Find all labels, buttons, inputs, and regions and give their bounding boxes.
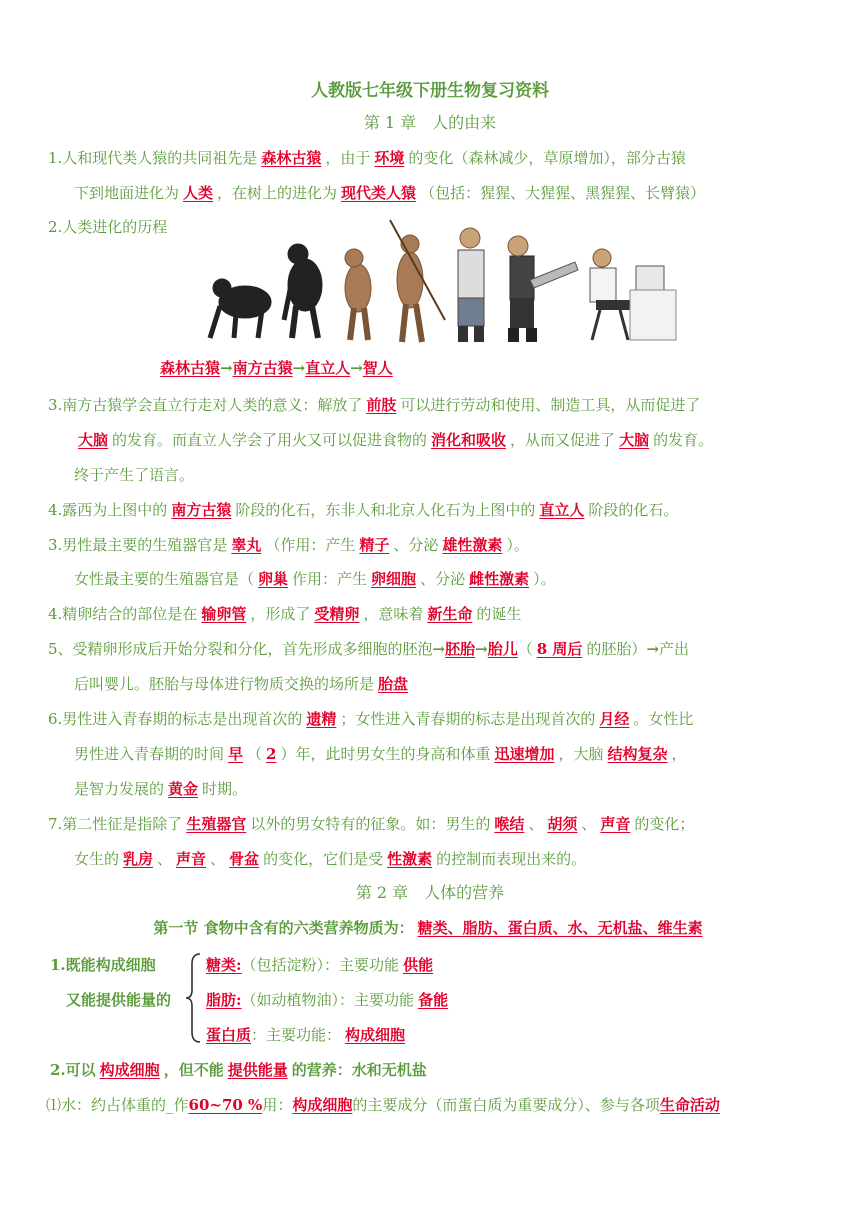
n1-right-3: 蛋白质：主要功能： 构成细胞	[206, 1024, 409, 1046]
n1-right-2: 脂肪:（如动植物油）：主要功能 备能	[206, 989, 452, 1011]
n2-line: 2.可以 构成细胞 ，但不能 提供能量 的营养：水和无机盐	[50, 1061, 427, 1079]
n1-right-1: 糖类:（包括淀粉）：主要功能 供能	[206, 954, 437, 976]
answer: 2	[266, 745, 277, 763]
answer: 环境	[374, 149, 405, 167]
chapter-2-heading: 第 2 章 人体的营养	[355, 883, 505, 902]
answer: 备能	[418, 991, 449, 1009]
q9-line-2: 女生的 乳房 、 声音 、 骨盆 的变化，它们是受 性激素 的控制而表现出来的。	[74, 850, 587, 868]
answer: 性激素	[387, 850, 433, 868]
answer: 胚胎	[445, 640, 476, 658]
document-title: 人教版七年级下册生物复习资料	[311, 81, 549, 101]
answer: 早	[228, 745, 244, 763]
answer: 人类	[183, 184, 214, 202]
answer: 声音	[176, 850, 207, 868]
q7-line-2: 后叫婴儿。胚胎与母体进行物质交换的场所是 胎盘	[74, 673, 412, 695]
n1-left-1: 1.既能构成细胞	[50, 956, 156, 974]
answer: 骨盆	[229, 850, 260, 868]
answer: 卵巢	[258, 570, 289, 588]
q5-line-2: 女性最主要的生殖器官是（ 卵巢 作用：产生 卵细胞 、分泌 雌性激素 ）。	[74, 570, 556, 588]
answer: 喉结	[494, 815, 525, 833]
answer: 提供能量	[227, 1061, 288, 1079]
answer: 胡须	[547, 815, 578, 833]
answer: 8 周后	[536, 640, 583, 658]
stage-4: 智人	[362, 359, 393, 377]
answer: 声音	[600, 815, 631, 833]
answer: 生殖器官	[186, 815, 247, 833]
q3-line-1: 3.南方古猿学会直立行走对人类的意义：解放了 前肢 可以进行劳动和使用、制造工具，从而促进了	[48, 396, 701, 414]
answer: 现代类人猿	[341, 184, 417, 202]
q8-line-3: 是智力发展的 黄金 时期。	[74, 780, 248, 798]
answer: 生命活动	[659, 1096, 720, 1114]
q1-line-2: 下到地面进化为 人类 ，在树上的进化为 现代类人猿 （包括：猩猩、大猩猩、黑猩猩、长臂猿）	[74, 184, 706, 202]
n3-line: ⑴水：约占体重的_作60~70 %用：构成细胞的主要成分（而蛋白质为重要成分）、参与各项生命活动	[46, 1096, 720, 1114]
answer: 雄性激素	[442, 536, 503, 554]
answer: 构成细胞	[99, 1061, 160, 1079]
q3-line-3: 终于产生了语言。	[74, 466, 195, 484]
q5-line-1: 3.男性最主要的生殖器官是 睾丸 （作用：产生 精子 、分泌 雄性激素 ）。	[48, 536, 529, 554]
answer: 受精卵	[314, 605, 360, 623]
answer: 森林古猿	[261, 149, 322, 167]
answer: 构成细胞	[292, 1096, 353, 1114]
answer: 月经	[599, 710, 630, 728]
q8-line-1: 6.男性进入青春期的标志是出现首次的 遗精 ；女性进入青春期的标志是出现首次的 月经 。女性比	[48, 710, 694, 728]
section-1-heading: 第一节 食物中含有的六类营养物质为： 糖类、脂肪、蛋白质、水、无机盐、维生素	[0, 917, 860, 939]
stage-2: 南方古猿	[232, 359, 293, 377]
evolution-sequence: 森林古猿→南方古猿→直立人→智人	[160, 359, 393, 377]
q6-line: 4.精卵结合的部位是在 输卵管 ，形成了 受精卵 ，意味着 新生命 的诞生	[48, 605, 522, 623]
answer: 前肢	[366, 396, 397, 414]
answer: 南方古猿	[171, 501, 232, 519]
answer: 乳房	[123, 850, 154, 868]
answer: 构成细胞	[345, 1026, 406, 1044]
stage-3: 直立人	[305, 359, 351, 377]
answer: 精子	[359, 536, 390, 554]
q4-line: 4.露西为上图中的 南方古猿 阶段的化石，东非人和北京人化石为上图中的 直立人 阶段的化石。	[48, 501, 679, 519]
answer: 糖类、脂肪、蛋白质、水、无机盐、维生素	[417, 919, 703, 937]
answer: 大脑	[619, 431, 650, 449]
answer: 卵细胞	[371, 570, 417, 588]
answer: 胎儿	[487, 640, 518, 658]
human-evolution-illustration	[200, 210, 680, 350]
q1-line-1: 1.人和现代类人猿的共同祖先是 森林古猿 ，由于 环境 的变化（森林减少，草原增加），部分古猿	[48, 149, 686, 167]
answer: 新生命	[427, 605, 473, 623]
answer: 睾丸	[231, 536, 262, 554]
stage-1: 森林古猿	[160, 359, 221, 377]
answer: 60~70 %	[188, 1096, 263, 1114]
q3-line-2: 大脑 的发育。而直立人学会了用火又可以促进食物的 消化和吸收 ，从而又促进了 大脑 的发育。	[74, 429, 713, 451]
answer: 直立人	[539, 501, 585, 519]
q7-line-1: 5、受精卵形成后开始分裂和分化，首先形成多细胞的胚泡→胚胎→胎儿（ 8 周后 的胚胎）→产出	[48, 640, 690, 658]
answer: 大脑	[78, 431, 109, 449]
answer: 供能	[403, 956, 434, 974]
answer: 消化和吸收	[431, 431, 507, 449]
answer: 迅速增加	[494, 745, 555, 763]
answer: 结构复杂	[607, 745, 668, 763]
answer: 输卵管	[201, 605, 247, 623]
q8-line-2: 男性进入青春期的时间 早 （ 2 ）年，此时男女生的身高和体重 迅速增加 ，大脑 结构复杂 ，	[74, 745, 687, 763]
answer: 雌性激素	[469, 570, 530, 588]
answer: 遗精	[306, 710, 337, 728]
chapter-1-heading: 第 1 章 人的由来	[363, 113, 497, 132]
answer: 胎盘	[378, 675, 409, 693]
q2-label: 2.人类进化的历程	[48, 218, 168, 236]
answer: 黄金	[168, 780, 199, 798]
curly-brace-icon	[184, 952, 204, 1044]
n1-left-2: 又能提供能量的	[66, 991, 172, 1009]
q9-line-1: 7.第二性征是指除了 生殖器官 以外的男女特有的征象。如：男生的 喉结 、 胡须 、 声音 的变化；	[48, 815, 695, 833]
